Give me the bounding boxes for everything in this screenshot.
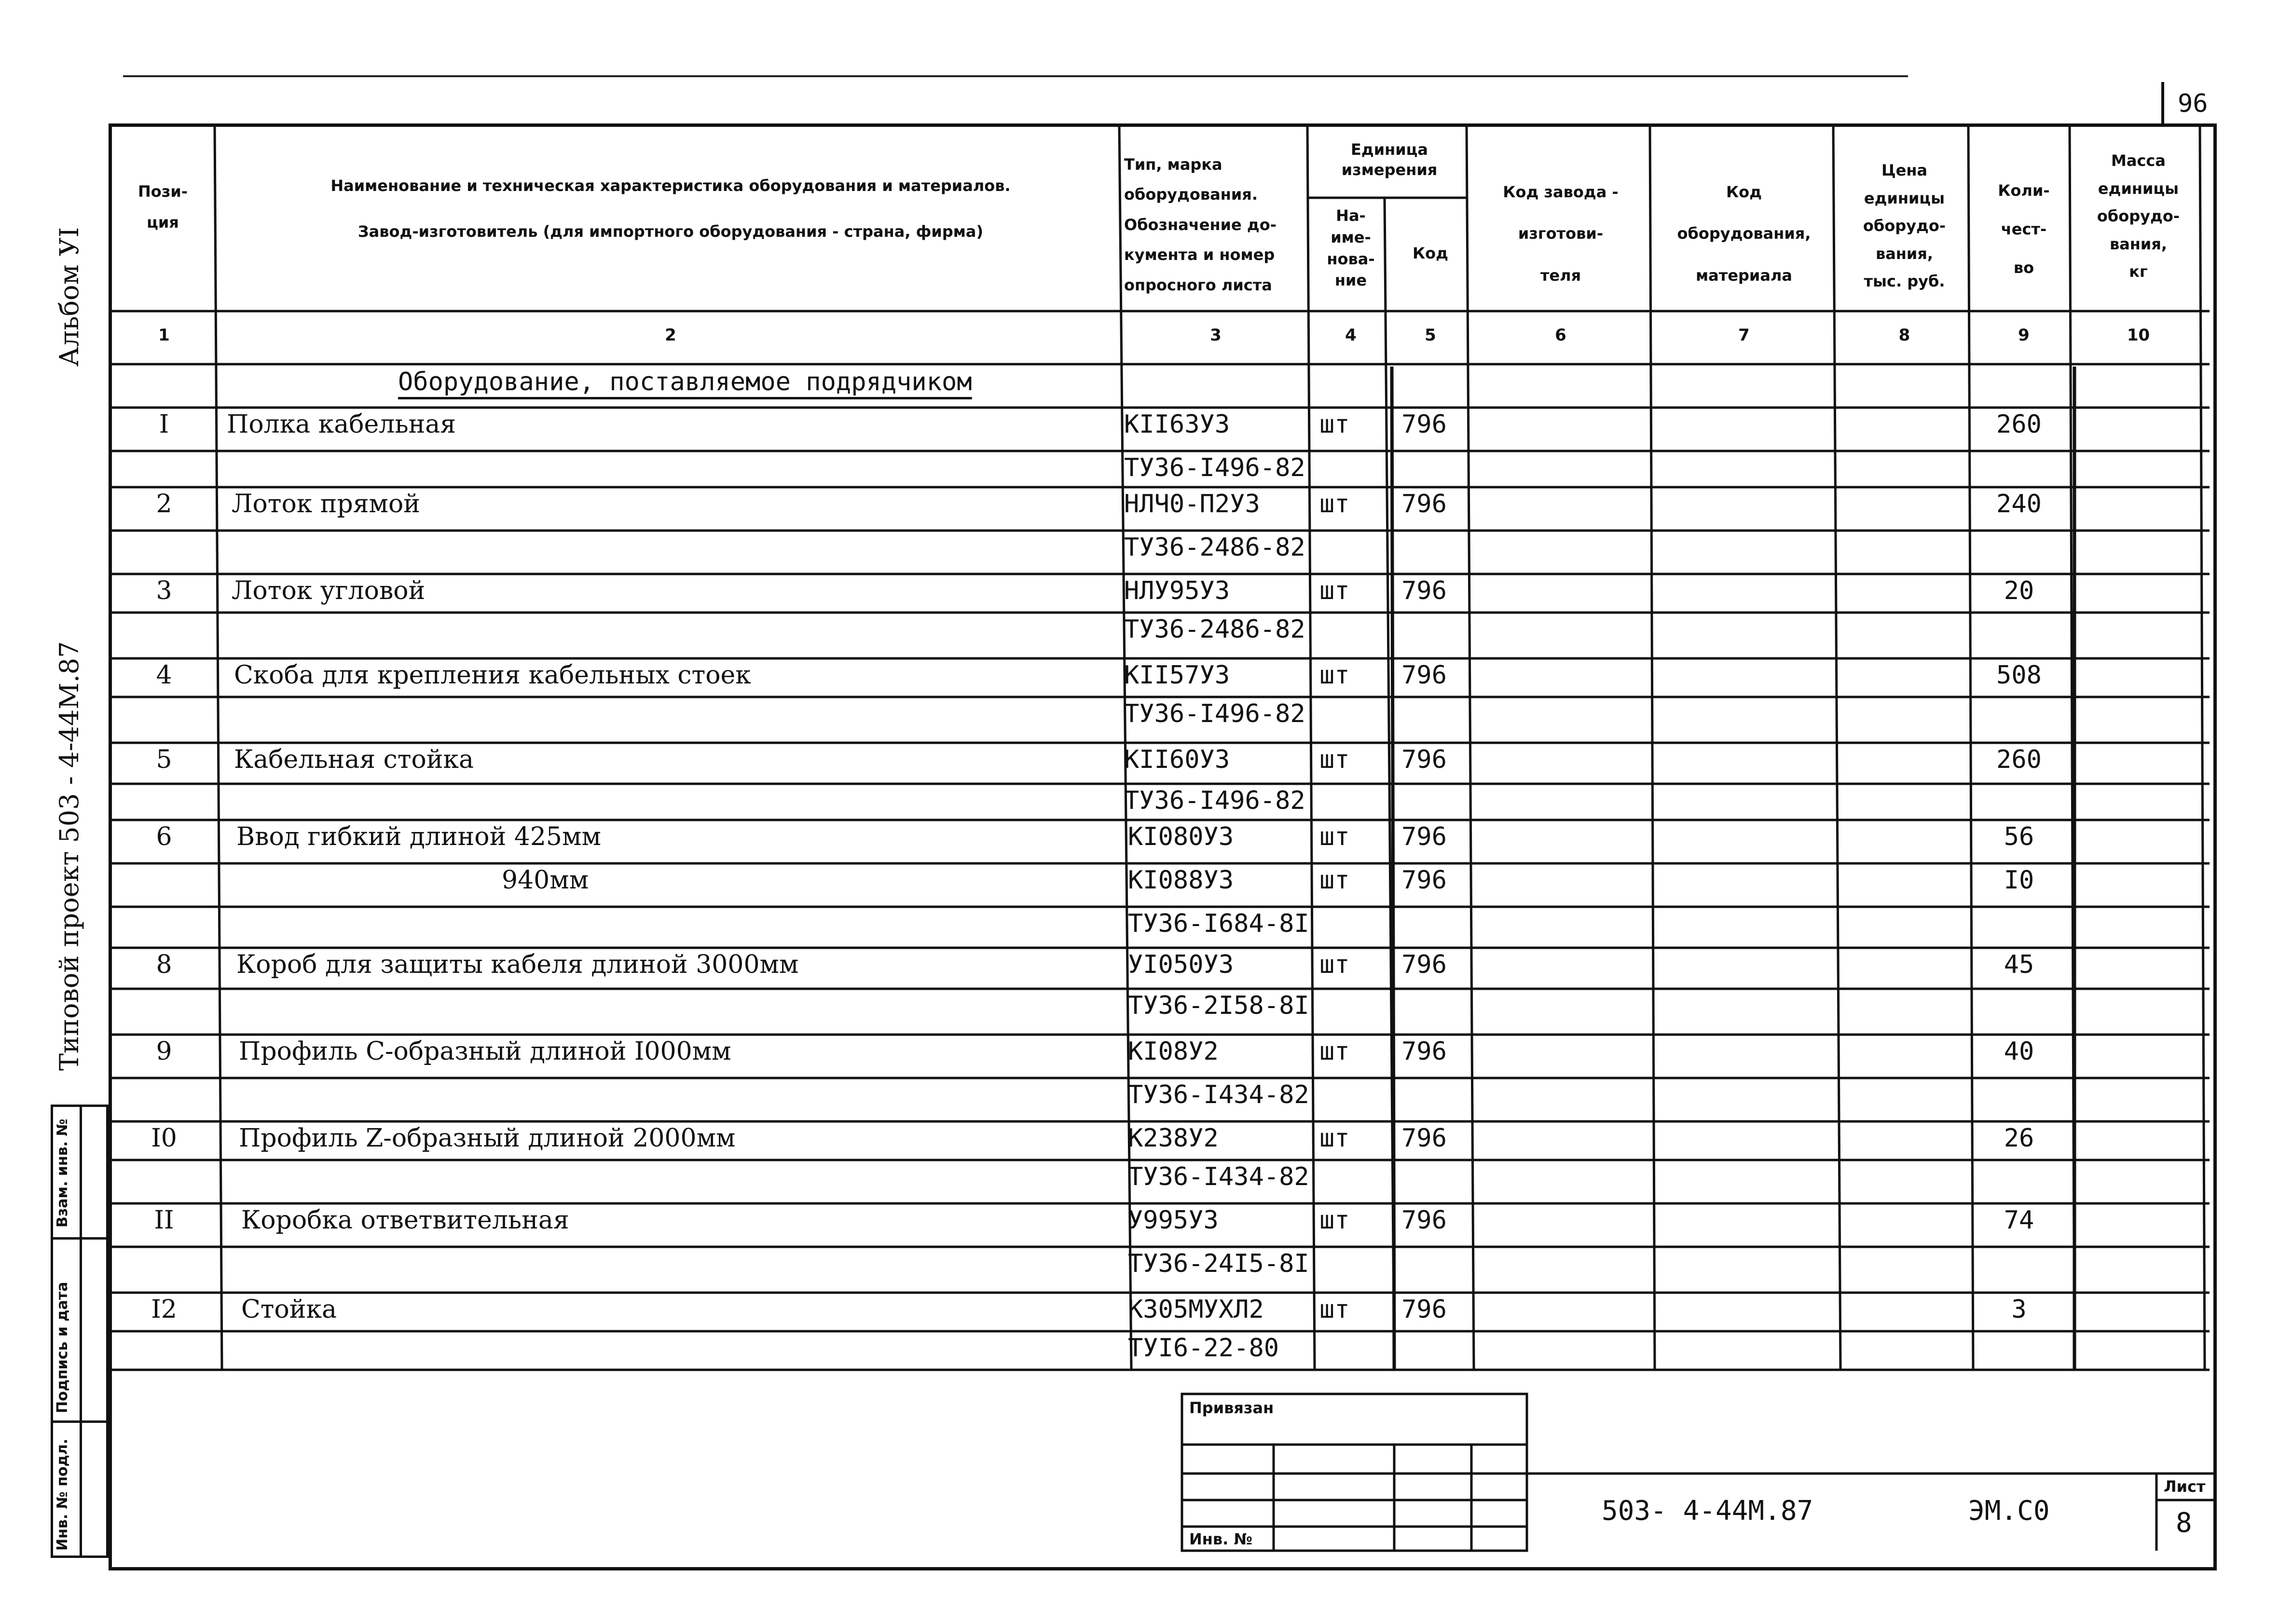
row-14-qty: 45 [2004,950,2034,979]
colnum-10: 10 [2127,326,2150,345]
row-11-unit: шт [1319,822,1350,851]
row-18-unit: шт [1319,1124,1350,1153]
colnum-8: 8 [1898,326,1910,345]
doc-mark: ЭМ.С0 [1968,1495,2050,1527]
row-12-type: КI088У3 [1128,866,1234,895]
row-9-name: Кабельная стойка [234,745,474,774]
row-9-type: КII60У3 [1124,745,1230,774]
row-14-code: 796 [1401,950,1447,979]
doc-code: 503- 4-44М.87 [1602,1495,1813,1527]
row-16-unit: шт [1319,1037,1350,1066]
row-18-type: К238У2 [1128,1124,1219,1153]
stamp-label-1: Взам. инв. № [54,1119,71,1228]
row-7-qty: 508 [1996,661,2042,690]
row-11-pos: 6 [156,822,172,851]
hdr-quantity: Коли- чест- во [1998,181,2050,277]
colnum-9: 9 [2018,326,2030,345]
row-15-type: ТУ36-2I58-8I [1128,991,1309,1020]
row-10-type: ТУ36-I496-82 [1124,786,1305,815]
row-13-type: ТУ36-I684-8I [1128,909,1309,938]
row-5-code: 796 [1401,576,1447,605]
row-1-qty: 260 [1996,410,2042,439]
colnum-4: 4 [1345,326,1357,345]
row-5-name: Лоток угловой [232,576,426,605]
colnum-1: 1 [158,326,170,345]
row-16-qty: 40 [2004,1037,2034,1066]
sheet-number: 8 [2176,1507,2192,1539]
row-19-type: ТУ36-I434-82 [1128,1162,1309,1191]
colnum-3: 3 [1210,326,1222,345]
row-16-code: 796 [1401,1037,1447,1066]
hdr-position: Пози- ция [137,182,188,232]
hdr-unit-group: Единица измерения [1341,140,1438,179]
colnum-7: 7 [1738,326,1750,345]
inv-no-label: Инв. № [1189,1530,1252,1548]
row-20-unit: шт [1319,1206,1350,1235]
row-20-qty: 74 [2004,1206,2034,1235]
row-12-name: 940мм [502,866,589,895]
colnum-2: 2 [665,326,676,345]
row-22-name: Стойка [241,1295,337,1324]
row-1-unit: шт [1319,410,1350,439]
row-20-code: 796 [1401,1206,1447,1235]
row-22-type: К305МУХЛ2 [1128,1295,1264,1324]
row-18-qty: 26 [2004,1124,2034,1153]
row-3-qty: 240 [1996,490,2042,519]
hdr-maker-code: Код завода - изготови- теля [1503,183,1619,285]
stamp-label-3: Инв. № подл. [54,1438,71,1551]
row-8-type: ТУ36-I496-82 [1124,699,1305,728]
row-3-type: НЛЧ0-П2У3 [1124,490,1260,519]
hdr-price: Цена единицы оборудо- вания, тыс. руб. [1863,161,1946,291]
row-20-pos: II [154,1206,174,1235]
privyazan-label: Привязан [1189,1399,1274,1417]
row-1-code: 796 [1401,410,1447,439]
page-number: 96 [2161,82,2229,125]
row-12-qty: I0 [2004,866,2034,895]
row-9-code: 796 [1401,745,1447,774]
row-7-name: Скоба для крепления кабельных стоек [234,661,751,690]
hdr-name-line1: Наименование и техническая характеристика оборудования и материалов. [330,177,1011,195]
hdr-equip-code: Код оборудования, материала [1677,183,1811,285]
row-7-type: КII57У3 [1124,661,1230,690]
colnum-5: 5 [1425,326,1436,345]
row-11-qty: 56 [2004,822,2034,851]
colnum-6: 6 [1555,326,1566,345]
sheet-label: Лист [2164,1477,2206,1496]
row-7-pos: 4 [156,661,172,690]
row-22-code: 796 [1401,1295,1447,1324]
row-22-qty: 3 [2011,1295,2027,1324]
row-11-name: Ввод гибкий длиной 425мм [236,822,601,851]
row-9-qty: 260 [1996,745,2042,774]
stamp-label-2: Подпись и дата [54,1282,71,1413]
row-22-pos: I2 [151,1295,177,1324]
row-3-pos: 2 [156,490,172,519]
hdr-unit-name: На- име- нова- ние [1327,206,1375,290]
project-label: Типовой проект 503 - 4-44М.87 [54,641,84,1071]
row-1-name: Полка кабельная [227,410,456,439]
row-18-name: Профиль Z-образный длиной 2000мм [239,1124,736,1153]
row-23-type: ТУI6-22-80 [1128,1334,1279,1363]
row-16-pos: 9 [156,1037,172,1066]
row-17-type: ТУ36-I434-82 [1128,1080,1309,1109]
row-18-code: 796 [1401,1124,1447,1153]
row-7-code: 796 [1401,661,1447,690]
row-5-unit: шт [1319,576,1350,605]
album-label: Альбом УI [54,227,84,367]
row-1-type: КII63У3 [1124,410,1230,439]
row-5-type: НЛУ95У3 [1124,576,1230,605]
row-11-code: 796 [1401,822,1447,851]
row-16-name: Профиль С-образный длиной I000мм [239,1037,731,1066]
row-14-pos: 8 [156,950,172,979]
row-3-code: 796 [1401,490,1447,519]
row-14-type: УI050У3 [1128,950,1234,979]
hdr-unit-code: Код [1413,244,1448,262]
row-12-code: 796 [1401,866,1447,895]
row-11-type: КI080У3 [1128,822,1234,851]
row-20-name: Коробка ответвительная [241,1206,569,1235]
row-18-pos: I0 [151,1124,177,1153]
section-title: Оборудование, поставляемое подрядчиком [398,368,972,396]
hdr-type: Тип, марка оборудования. Обозначение до- кумента и номер опросного листа [1124,155,1277,294]
row-14-name: Короб для защиты кабеля длиной 3000мм [236,950,799,979]
row-9-unit: шт [1319,745,1350,774]
row-1-pos: I [159,410,169,439]
row-3-name: Лоток прямой [232,490,420,519]
row-5-qty: 20 [2004,576,2034,605]
row-14-unit: шт [1319,950,1350,979]
row-6-type: ТУ36-2486-82 [1124,615,1305,644]
hdr-mass: Масса единицы оборудо- вания, кг [2097,151,2180,281]
row-4-type: ТУ36-2486-82 [1124,533,1305,562]
row-12-unit: шт [1319,866,1350,895]
row-16-type: КI08У2 [1128,1037,1219,1066]
row-2-type: ТУ36-I496-82 [1124,453,1305,482]
row-3-unit: шт [1319,490,1350,519]
row-7-unit: шт [1319,661,1350,690]
hdr-name-line2: Завод-изготовитель (для импортного оборудования - страна, фирма) [357,222,984,241]
row-5-pos: 3 [156,576,172,605]
row-20-type: У995У3 [1128,1206,1219,1235]
row-22-unit: шт [1319,1295,1350,1324]
row-9-pos: 5 [156,745,172,774]
row-21-type: ТУ36-24I5-8I [1128,1249,1309,1278]
